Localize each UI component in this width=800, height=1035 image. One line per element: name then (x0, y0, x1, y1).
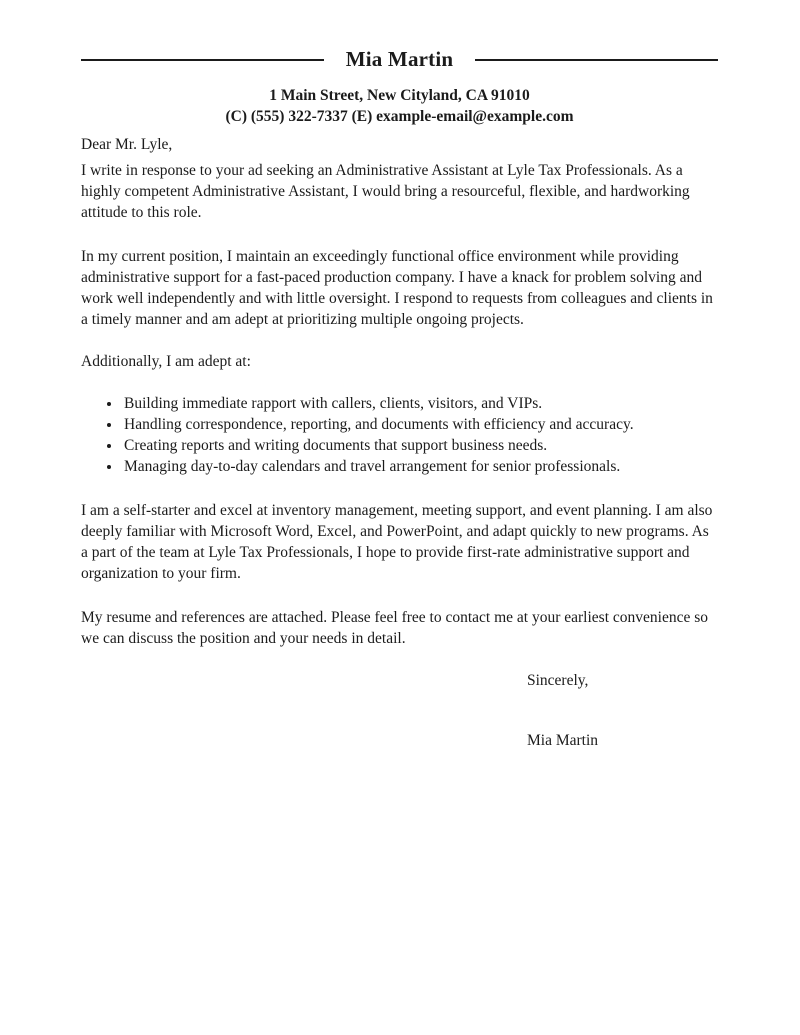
closing-word: Sincerely, (527, 672, 589, 689)
bullet-item: • Building immediate rapport with callers, clients, visitors, and VIPs. (122, 393, 718, 414)
paragraph-resume-attached: My resume and references are attached. Please feel free to contact me at your earliest convenience so we can discuss the position and your needs in detail. (81, 609, 709, 647)
bullet-item: • Managing day-to-day calendars and travel arrangement for senior professionals. (122, 456, 718, 477)
paragraph-self-starter: I am a self-starter and excel at inventory management, meeting support, and event planning. I am also deeply familiar with Microsoft Word, Excel, and PowerPoint, and adapt quickly to new programs. As a part of the team at Lyle Tax Professionals, I hope to provide first-rate administrative support and organization to your firm. (81, 502, 713, 582)
adept-intro-line: Additionally, I am adept at: (81, 353, 251, 370)
bullet-item: • Handling correspondence, reporting, and documents with efficiency and accuracy. (122, 414, 718, 435)
paragraph-intro: I write in response to your ad seeking an Administrative Assistant at Lyle Tax Professionals. As a highly competent Administrative Assistant, I would bring a resourceful, flexible, and hardworking attitude to this role. (81, 162, 690, 221)
header-rule-right (475, 59, 718, 61)
phone-email-line: (C) (555) 322-7337 (E) example-email@example.com (225, 108, 574, 125)
bullet-item: • Creating reports and writing documents that support business needs. (122, 435, 718, 456)
signature-name: Mia Martin (527, 732, 599, 749)
street-address: 1 Main Street, New Cityland, CA 91010 (269, 87, 530, 104)
letter-body (81, 134, 718, 751)
skills-bullet-list (81, 393, 718, 477)
letter-header (81, 47, 718, 72)
contact-block (81, 85, 718, 127)
letter-author-name: Mia Martin (345, 47, 454, 71)
header-rule-left (81, 59, 324, 61)
salutation: Dear Mr. Lyle, (81, 136, 173, 153)
closing-block (527, 670, 718, 751)
paragraph-current-position: In my current position, I maintain an exceedingly functional office environment while providing administrative support for a fast-paced production company. I have a knack for problem solving and work well independently and with little oversight. I respond to requests from colleagues and clients in a timely manner and am adept at prioritizing multiple ongoing projects. (81, 248, 713, 328)
